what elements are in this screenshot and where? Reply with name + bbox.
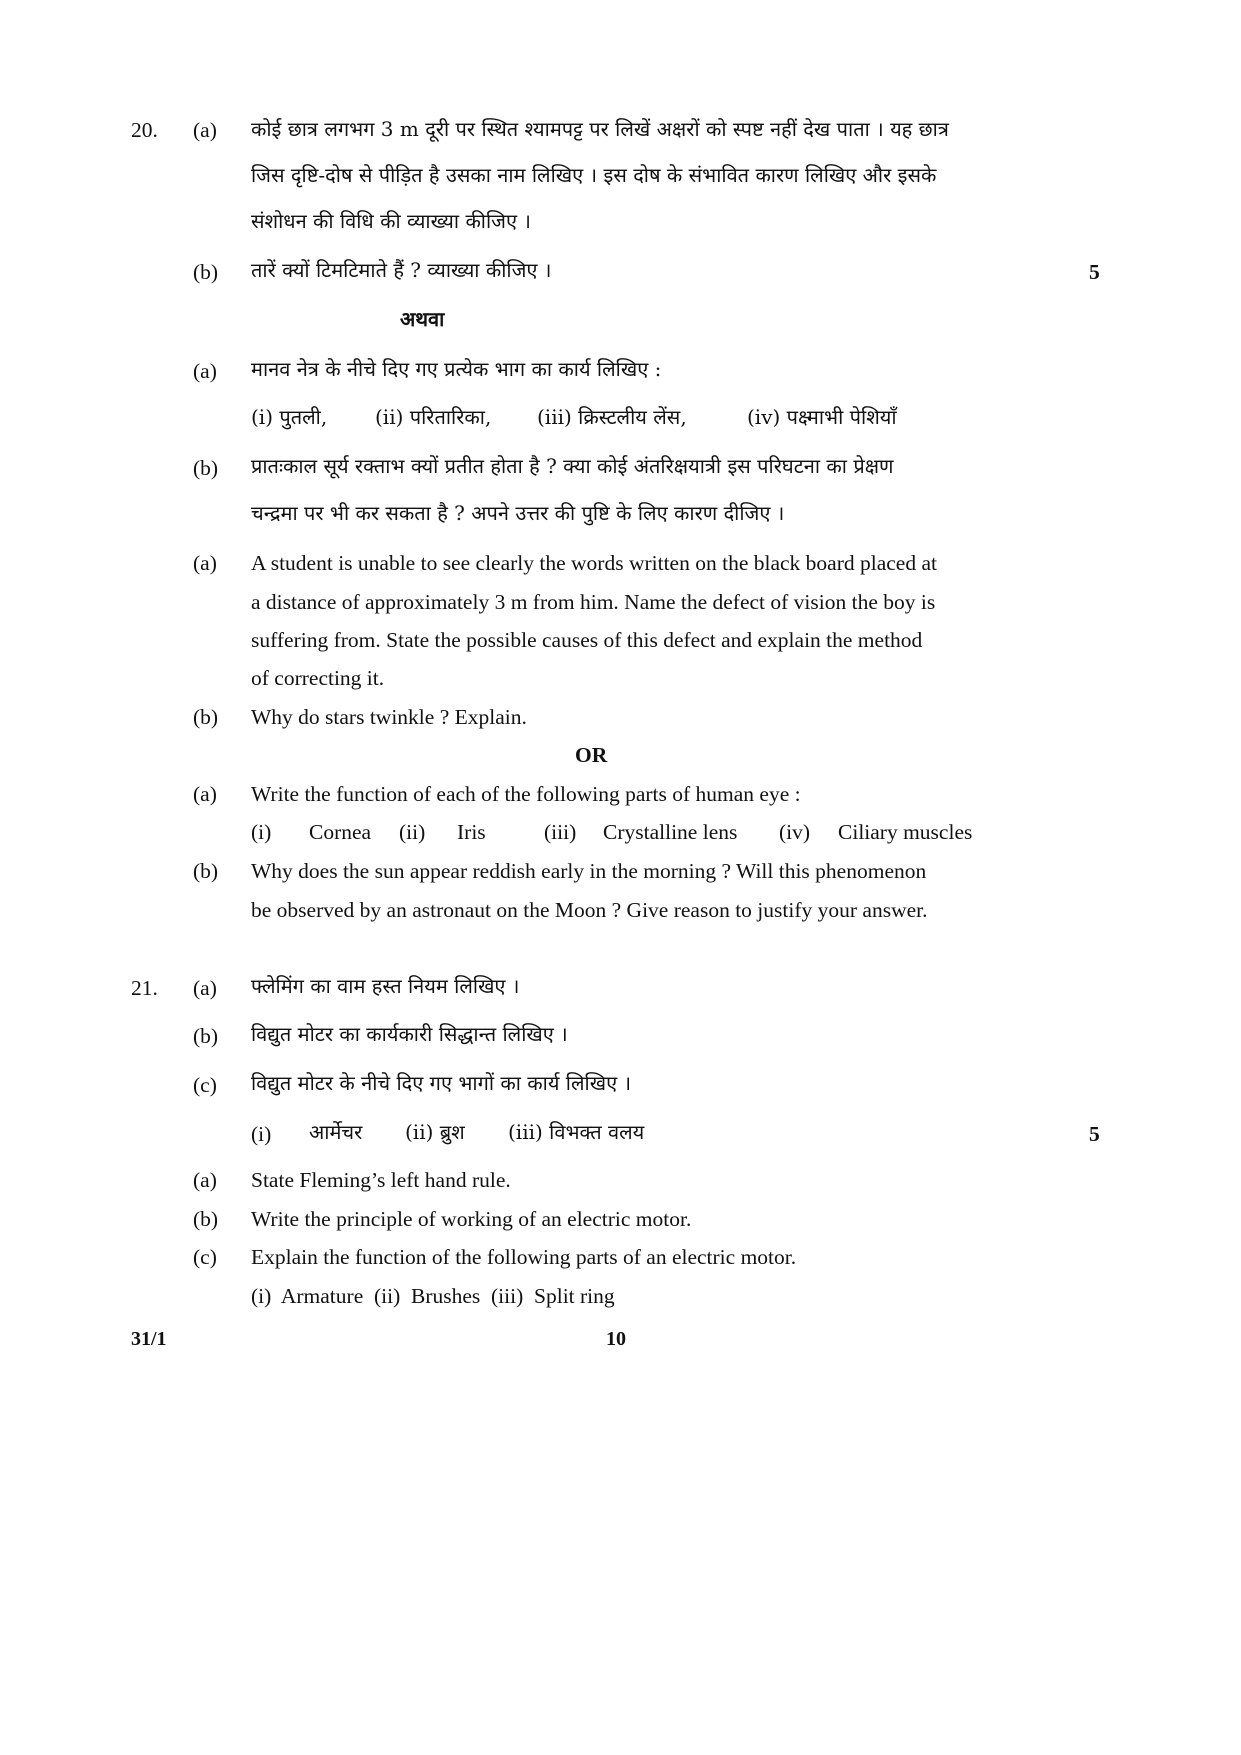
q20-en-or-a-text: Write the function of each of the following parts of human eye : [251,782,801,806]
q21-hi-a-label: (a) [193,976,217,1000]
q20-en-a-line-1: A student is unable to see clearly the words written on the black board placed at [251,551,937,575]
q21-en-a-text: State Fleming’s left hand rule. [251,1168,511,1192]
q20-hi-a-line-1: कोई छात्र लगभग 3 m दूरी पर स्थित श्यामपट्ट पर लिखें अक्षरों को स्पष्ट नहीं देख पाता । यह छात्र [251,117,949,141]
q20-en-a-line-4: of correcting it. [251,666,385,690]
q20-hi-or-a-part-3: (iii) क्रिस्टलीय लेंस, [537,405,687,429]
q21-en-b-label: (b) [193,1207,219,1231]
q20-en-or-a-label: (a) [193,782,217,806]
q21-en-b-text: Write the principle of working of an electric motor. [251,1207,692,1231]
q21-hi-b-label: (b) [193,1024,219,1048]
q21-en-c-text: Explain the function of the following parts of an electric motor. [251,1245,797,1269]
q20-en-or-a-part-1: Cornea [309,820,372,844]
q20-en-or-a-part-2: Iris [457,820,486,844]
q20-en-or-a-part-3-num: (iii) [544,820,577,844]
q20-en-or-a-part-1-num: (i) [251,820,272,844]
q21-hi-c-part-1: आर्मेचर [309,1120,363,1144]
q21-hi-c-text: विद्युत मोटर के नीचे दिए गए भागों का कार्य लिखिए । [251,1071,632,1095]
q20-marks: 5 [1089,260,1100,284]
q20-hi-or-b-line-2: चन्द्रमा पर भी कर सकता है ? अपने उत्तर की पुष्टि के लिए कारण दीजिए । [251,501,785,525]
q20-hi-or-b-label: (b) [193,456,219,480]
q21-hi-a-text: फ्लेमिंग का वाम हस्त नियम लिखिए । [251,974,520,998]
question-number-21: 21. [131,976,158,1000]
q20-hi-a-line-3: संशोधन की विधि की व्याख्या कीजिए । [251,209,532,233]
q20-en-or-a-part-3: Crystalline lens [603,820,738,844]
q20-en-or-a-part-2-num: (ii) [399,820,426,844]
q20-en-a-line-2: a distance of approximately 3 m from him. Name the defect of vision the boy is [251,590,936,614]
q20-en-or: OR [575,743,608,767]
q20-en-a-label: (a) [193,551,217,575]
q20-hi-or-b-line-1: प्रातःकाल सूर्य रक्ताभ क्यों प्रतीत होता है ? क्या कोई अंतरिक्षयात्री इस परिघटना का प्रेक्षण [251,454,894,478]
q21-hi-b-text: विद्युत मोटर का कार्यकारी सिद्धान्त लिखिए । [251,1022,568,1046]
q21-en-c-label: (c) [193,1245,217,1269]
q20-hi-or-a-part-4: (iv) पक्ष्माभी पेशियाँ [747,405,897,429]
q20-hi-b-text: तारें क्यों टिमटिमाते हैं ? व्याख्या कीजिए । [251,258,552,282]
q20-en-a-line-3: suffering from. State the possible causes of this defect and explain the method [251,628,923,652]
q20-hi-or-a-part-2: (ii) परितारिका, [375,405,492,429]
q20-hi-or: अथवा [400,307,445,331]
q20-en-or-a-part-4-num: (iv) [779,820,811,844]
q21-hi-c-part-1-num: (i) [251,1122,272,1146]
q20-hi-or-a-part-1: (i) पुतली, [251,405,328,429]
q20-en-or-b-label: (b) [193,859,219,883]
page-number: 10 [606,1328,626,1350]
q20-en-b-text: Why do stars twinkle ? Explain. [251,705,527,729]
q21-hi-c-label: (c) [193,1073,217,1097]
q20-en-or-b-line-1: Why does the sun appear reddish early in the morning ? Will this phenomenon [251,859,927,883]
q21-en-c-parts: (i) Armature (ii) Brushes (iii) Split ring [251,1284,615,1308]
q21-hi-c-part-3: (iii) विभक्त वलय [508,1120,645,1144]
q20-hi-b-label: (b) [193,260,219,284]
q20-hi-a-label: (a) [193,118,217,142]
q20-en-b-label: (b) [193,705,219,729]
paper-code: 31/1 [131,1328,167,1350]
q20-hi-a-line-2: जिस दृष्टि-दोष से पीड़ित है उसका नाम लिखिए । इस दोष के संभावित कारण लिखिए और इसके [251,163,937,187]
q21-en-a-label: (a) [193,1168,217,1192]
q20-hi-or-a-label: (a) [193,359,217,383]
q20-en-or-a-part-4: Ciliary muscles [838,820,973,844]
q20-en-or-b-line-2: be observed by an astronaut on the Moon ? Give reason to justify your answer. [251,898,928,922]
q20-hi-or-a-text: मानव नेत्र के नीचे दिए गए प्रत्येक भाग का कार्य लिखिए : [251,357,662,381]
q21-hi-c-part-2: (ii) ब्रुश [405,1120,465,1144]
q21-marks: 5 [1089,1122,1100,1146]
question-number-20: 20. [131,118,158,142]
